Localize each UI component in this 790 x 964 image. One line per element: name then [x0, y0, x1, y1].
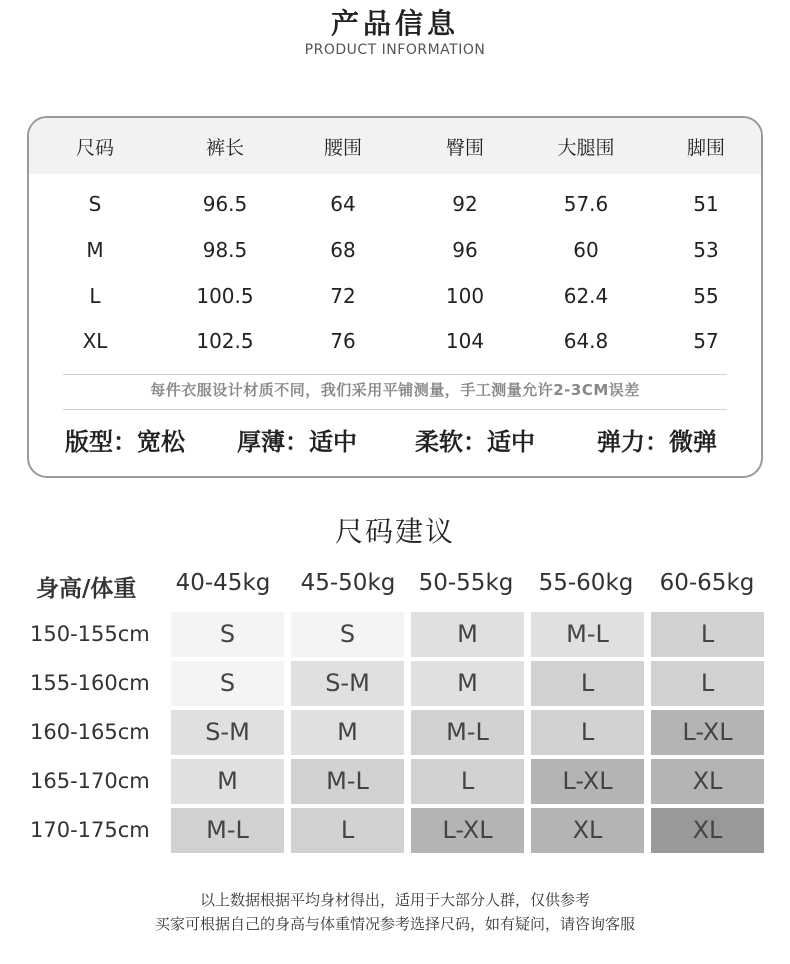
measurement-card: [27, 116, 763, 478]
attribute-thickness: 厚薄：适中: [237, 428, 357, 456]
weight-column-header: 40-45kg: [175, 570, 271, 596]
size-recommendation-cell: S-M: [291, 661, 404, 706]
attribute-softness: 柔软：适中: [415, 428, 535, 456]
measurement-cell: 68: [330, 238, 356, 262]
column-header-thigh: 大腿围: [557, 137, 615, 159]
size-recommendation-cell: L: [531, 661, 644, 706]
height-row-header: 165-170cm: [30, 769, 150, 793]
measurement-cell: 98.5: [202, 238, 248, 262]
height-row-header: 155-160cm: [30, 671, 150, 695]
height-row-header: 170-175cm: [30, 818, 150, 842]
size-recommendation-cell: M-L: [291, 759, 404, 804]
height-row-header: 160-165cm: [30, 720, 150, 744]
size-recommendation-cell: M-L: [171, 808, 284, 853]
measurement-cell: 104: [445, 329, 485, 353]
page-title: 产品信息: [330, 7, 459, 40]
column-header-waist: 腰围: [323, 137, 362, 159]
measurement-cell: 102.5: [196, 329, 254, 353]
size-recommendation-cell: L: [651, 612, 764, 657]
size-recommendation-cell: L: [531, 710, 644, 755]
footer-note-line-2: 买家可根据自己的身高与体重情况参考选择尺码，如有疑问，请咨询客服: [154, 915, 635, 933]
measurement-cell: 62.4: [563, 284, 609, 308]
size-recommendation-cell: S-M: [171, 710, 284, 755]
size-label-cell: M: [86, 238, 104, 262]
measurement-cell: 60: [573, 238, 599, 262]
size-recommendation-cell: M: [411, 612, 524, 657]
footer-note-line-1: 以上数据根据平均身材得出，适用于大部分人群，仅供参考: [199, 891, 590, 909]
weight-column-header: 45-50kg: [300, 570, 396, 596]
measurement-cell: 64.8: [563, 329, 609, 353]
page-subtitle: PRODUCT INFORMATION: [304, 42, 486, 58]
measurement-cell: 51: [693, 192, 719, 216]
measurement-cell: 100: [445, 284, 485, 308]
size-recommendation-cell: L-XL: [651, 710, 764, 755]
measurement-cell: 57.6: [563, 192, 609, 216]
size-recommendation-cell: S: [291, 612, 404, 657]
measurement-cell: 53: [693, 238, 719, 262]
attribute-fit: 版型：宽松: [65, 428, 185, 456]
size-recommendation-cell: S: [171, 612, 284, 657]
size-recommendation-cell: XL: [531, 808, 644, 853]
size-recommendation-cell: XL: [651, 759, 764, 804]
divider: [63, 374, 727, 375]
measurement-cell: 57: [693, 329, 719, 353]
measurement-cell: 100.5: [196, 284, 254, 308]
measurement-cell: 72: [330, 284, 356, 308]
column-header-pant-length: 裤长: [205, 137, 244, 159]
size-label-cell: L: [89, 284, 101, 308]
size-guide-title: 尺码建议: [334, 515, 455, 548]
size-recommendation-cell: M-L: [411, 710, 524, 755]
size-guide-corner-label: 身高/体重: [36, 576, 137, 602]
measurement-cell: 76: [330, 329, 356, 353]
measurement-cell: 96: [452, 238, 478, 262]
measurement-cell: 92: [452, 192, 478, 216]
size-recommendation-cell: L-XL: [531, 759, 644, 804]
size-label-cell: XL: [82, 329, 108, 353]
attribute-stretch: 弹力：微弹: [597, 428, 717, 456]
size-recommendation-cell: L-XL: [411, 808, 524, 853]
size-recommendation-cell: L: [651, 661, 764, 706]
size-label-cell: S: [88, 192, 102, 216]
measurement-cell: 55: [693, 284, 719, 308]
size-recommendation-cell: M: [411, 661, 524, 706]
column-header-hip: 臀围: [445, 137, 484, 159]
size-recommendation-cell: L: [411, 759, 524, 804]
size-recommendation-cell: M-L: [531, 612, 644, 657]
column-header-leg-opening: 脚围: [686, 137, 725, 159]
size-recommendation-cell: M: [171, 759, 284, 804]
weight-column-header: 55-60kg: [538, 570, 634, 596]
measurement-note: 每件衣服设计材质不同，我们采用平铺测量，手工测量允许2-3CM误差: [150, 381, 640, 399]
size-recommendation-cell: XL: [651, 808, 764, 853]
height-row-header: 150-155cm: [30, 622, 150, 646]
column-header-size: 尺码: [75, 137, 114, 159]
measurement-table-header: [29, 118, 761, 174]
fabric-attributes: [29, 422, 761, 458]
weight-column-header: 50-55kg: [418, 570, 514, 596]
measurement-cell: 96.5: [202, 192, 248, 216]
size-recommendation-cell: S: [171, 661, 284, 706]
weight-column-header: 60-65kg: [659, 570, 755, 596]
divider: [63, 409, 727, 410]
size-recommendation-cell: M: [291, 710, 404, 755]
measurement-cell: 64: [330, 192, 356, 216]
size-recommendation-cell: L: [291, 808, 404, 853]
